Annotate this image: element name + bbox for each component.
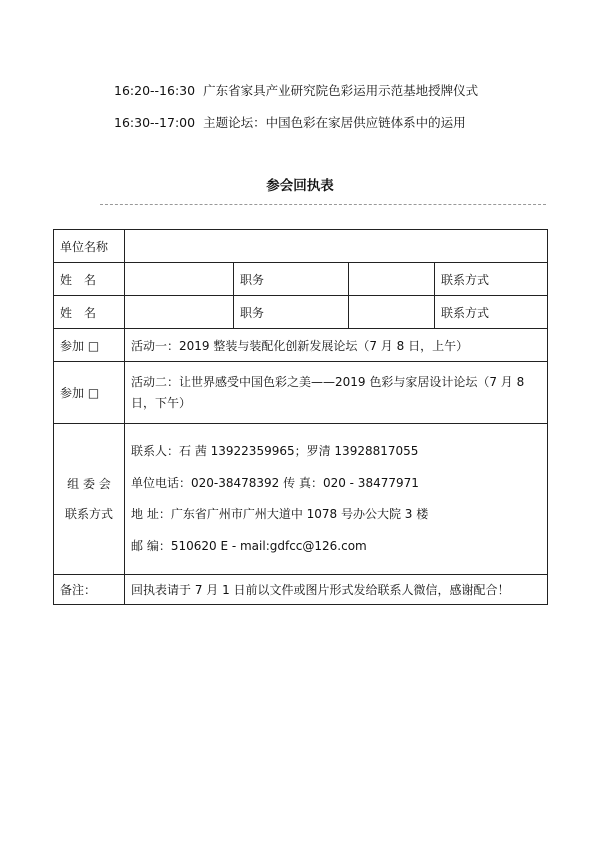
activity-1-text: 活动一：2019 整装与装配化创新发展论坛（7 月 8 日，上午）	[125, 329, 548, 362]
committee-row	[54, 424, 548, 575]
committee-label-line2: 联系方式	[64, 507, 113, 521]
attendee-row	[54, 263, 548, 296]
position-field[interactable]	[349, 263, 435, 296]
note-row	[54, 575, 548, 605]
contact-label: 联系方式	[435, 296, 548, 329]
attend-checkbox-2[interactable]: 参加 □	[54, 362, 125, 424]
activity-2-row	[54, 362, 548, 424]
committee-label-line1: 组 委 会	[67, 477, 111, 491]
phone-fax: 单位电话：020-38478392 传 真：020 - 38477971	[131, 475, 419, 490]
contact-label: 联系方式	[435, 263, 548, 296]
schedule-item-2	[114, 113, 466, 131]
unit-name-field[interactable]	[125, 230, 548, 263]
unit-name-label: 单位名称	[54, 230, 125, 263]
position-field[interactable]	[349, 296, 435, 329]
position-label: 职务	[234, 296, 349, 329]
note-text: 回执表请于 7 月 1 日前以文件或图片形式发给联系人微信，感谢配合！	[125, 575, 548, 605]
unit-row	[54, 230, 548, 263]
name-field[interactable]	[125, 296, 234, 329]
activity-2-text: 活动二：让世界感受中国色彩之美——2019 色彩与家居设计论坛（7 月 8 日，下午）	[125, 362, 548, 424]
name-label: 姓 名	[54, 296, 125, 329]
contact-persons: 联系人：石 茜 13922359965；罗清 13928817055	[131, 444, 419, 458]
attendee-row	[54, 296, 548, 329]
schedule-time: 16:20--16:30	[114, 83, 196, 98]
dashed-divider	[100, 204, 546, 205]
committee-label	[54, 424, 125, 575]
registration-form-table	[53, 229, 548, 605]
postal-email: 邮 编：510620 E - mail:gdfcc@126.com	[131, 538, 367, 553]
form-title: 参会回执表	[266, 178, 334, 194]
attend-checkbox-1[interactable]: 参加 □	[54, 329, 125, 362]
address: 地 址：广东省广州市广州大道中 1078 号办公大院 3 楼	[131, 507, 429, 521]
name-field[interactable]	[125, 263, 234, 296]
name-label: 姓 名	[54, 263, 125, 296]
schedule-item-1	[114, 81, 478, 99]
schedule-text: 主题论坛：中国色彩在家居供应链体系中的运用	[203, 115, 466, 130]
schedule-text: 广东省家具产业研究院色彩运用示范基地授牌仪式	[203, 83, 479, 98]
committee-contact-info	[125, 424, 548, 575]
activity-1-row	[54, 329, 548, 362]
schedule-time: 16:30--17:00	[114, 115, 196, 130]
note-label: 备注：	[54, 575, 125, 605]
position-label: 职务	[234, 263, 349, 296]
